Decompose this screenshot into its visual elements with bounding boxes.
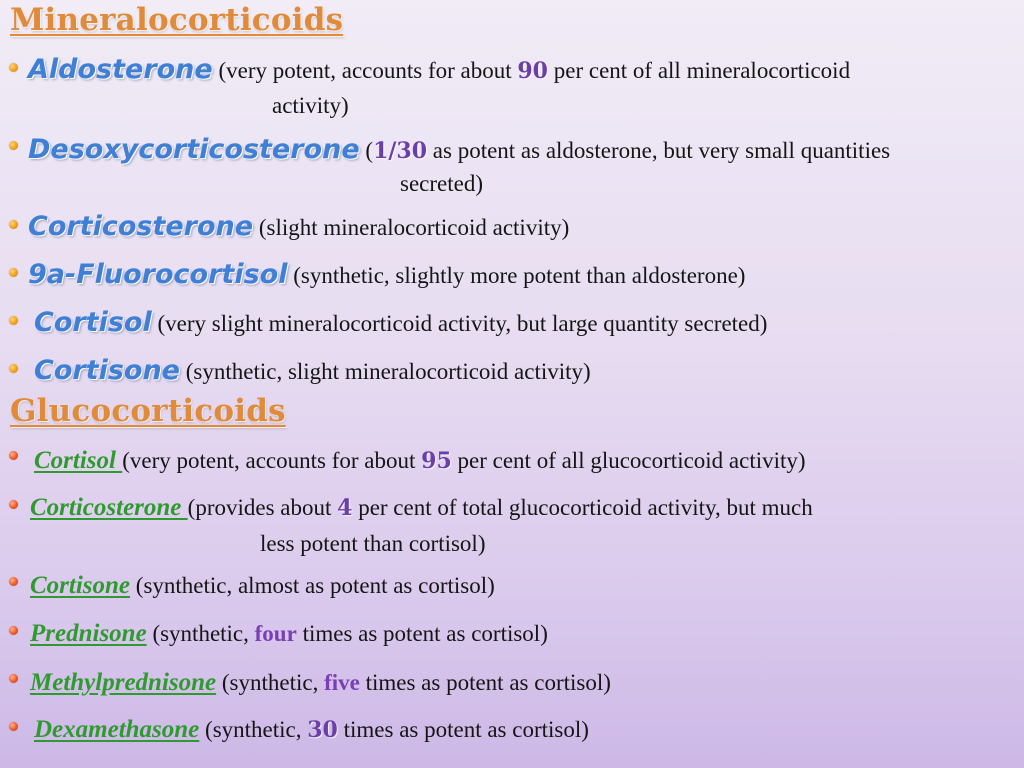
drug-description: times as potent as cortisol) (359, 670, 611, 695)
bullet-icon (9, 63, 18, 72)
mineral-item-aldosterone-cont (272, 92, 349, 120)
drug-description: secreted) (400, 171, 483, 196)
mineral-item-desoxycorticosterone (28, 136, 890, 165)
drug-name: Methylprednisone (30, 669, 217, 696)
bullet-icon (9, 722, 18, 731)
drug-name: Cortisone (34, 355, 180, 386)
drug-name: Corticosterone (30, 494, 188, 521)
drug-name: Prednisone (30, 620, 147, 647)
drug-description: per cent of all mineralocorticoid (548, 58, 851, 83)
drug-description: (provides about (187, 495, 338, 520)
bullet-icon (9, 220, 18, 229)
drug-description: (synthetic, (146, 621, 255, 646)
gluco-item-cortisone (30, 572, 495, 600)
glucocorticoids-heading: Glucocorticoids (10, 393, 286, 429)
drug-name: Cortisol (34, 307, 152, 338)
potency-word: five (324, 670, 360, 695)
bullet-icon (9, 268, 18, 277)
drug-description: (synthetic, (216, 670, 325, 695)
mineral-item-cortisone (34, 357, 591, 386)
drug-description: (very potent, accounts for about (122, 448, 422, 473)
bullet-icon (9, 451, 18, 460)
potency-number: 95 (421, 448, 452, 474)
drug-name: Aldosterone (28, 54, 213, 85)
bullet-icon (9, 500, 18, 509)
mineral-item-cortisol (34, 309, 767, 338)
gluco-item-corticosterone (30, 494, 813, 522)
drug-description: times as potent as cortisol) (337, 717, 589, 742)
potency-number: 4 (337, 495, 353, 521)
gluco-item-corticosterone-cont (260, 530, 486, 558)
potency-number: 1/30 (373, 138, 428, 164)
drug-description: (synthetic, (199, 717, 308, 742)
bullet-icon (9, 577, 18, 586)
drug-name: Corticosterone (28, 211, 254, 242)
potency-word: four (254, 621, 297, 646)
bullet-icon (9, 141, 18, 150)
mineralocorticoids-heading: Mineralocorticoids (10, 2, 344, 38)
potency-number: 90 (517, 58, 548, 84)
bullet-icon (9, 626, 18, 635)
drug-description: (synthetic, almost as potent as cortisol) (130, 573, 495, 598)
drug-name: Cortisone (30, 572, 131, 599)
drug-description: ( (365, 138, 374, 163)
drug-name: Desoxycorticosterone (28, 134, 360, 165)
mineral-item-aldosterone (28, 56, 850, 85)
mineral-item-corticosterone (28, 213, 569, 242)
drug-description: per cent of all glucocorticoid activity) (451, 448, 806, 473)
drug-name: 9a-Fluorocortisol (28, 259, 288, 290)
drug-description: as potent as aldosterone, but very small quantities (427, 138, 891, 163)
drug-name: Cortisol (34, 447, 123, 474)
drug-description: (synthetic, slight mineralocorticoid activity) (185, 359, 591, 384)
mineral-item-desoxycorticosterone-cont (400, 170, 483, 198)
drug-description: (synthetic, slightly more potent than aldosterone) (293, 263, 746, 288)
mineral-item-fluorocortisol (28, 261, 745, 290)
bullet-icon (9, 316, 18, 325)
drug-description: (very slight mineralocorticoid activity, but large quantity secreted) (157, 311, 768, 336)
gluco-item-methylprednisone (30, 669, 611, 697)
gluco-item-prednisone (30, 620, 548, 648)
drug-name: Dexamethasone (34, 716, 200, 743)
gluco-item-cortisol (34, 447, 806, 475)
bullet-icon (9, 364, 18, 373)
drug-description: activity) (272, 93, 349, 118)
drug-description: per cent of total glucocorticoid activity, but much (352, 495, 813, 520)
potency-number: 30 (307, 717, 338, 743)
gluco-item-dexamethasone (34, 716, 589, 744)
drug-description: (slight mineralocorticoid activity) (258, 215, 570, 240)
drug-description: less potent than cortisol) (260, 531, 486, 556)
drug-description: times as potent as cortisol) (296, 621, 548, 646)
bullet-icon (9, 674, 18, 683)
drug-description: (very potent, accounts for about (218, 58, 518, 83)
